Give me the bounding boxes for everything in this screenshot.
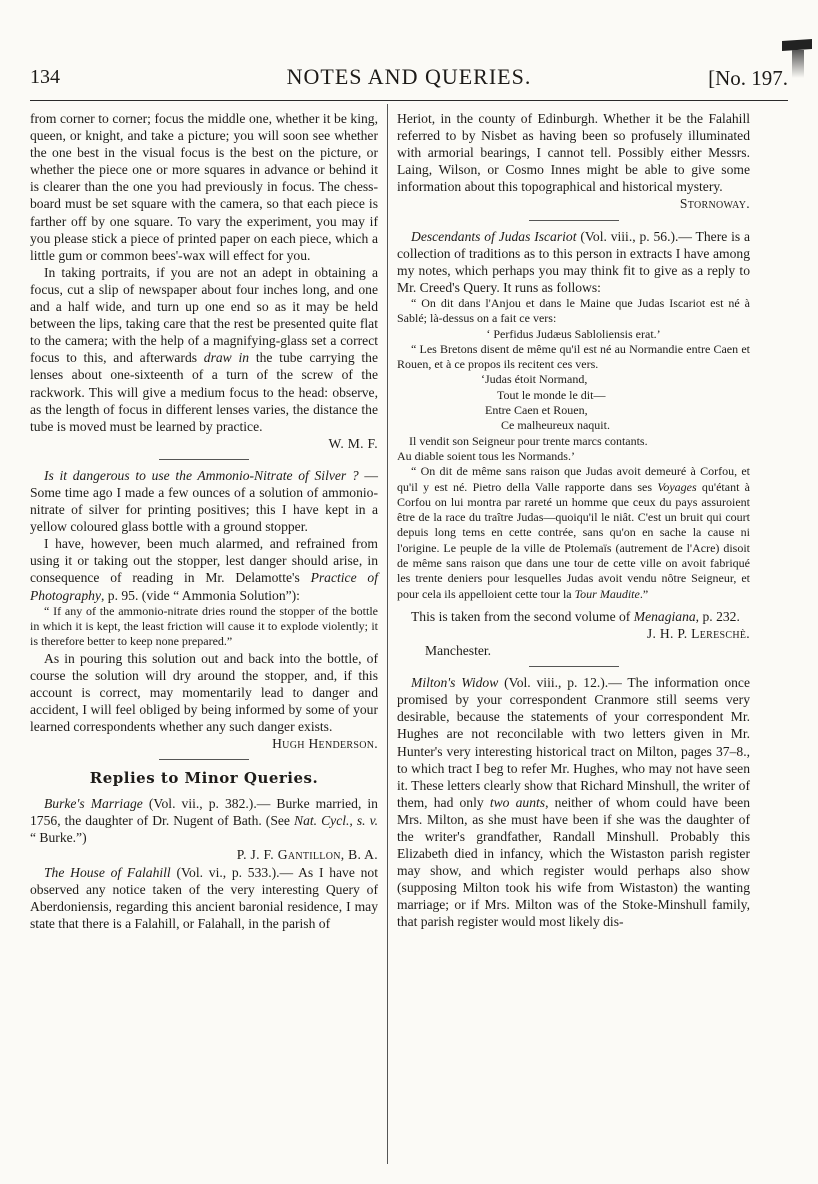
place-line: Manchester. bbox=[425, 643, 492, 659]
signature: P. J. F. Gantillon, B. A. bbox=[236, 847, 378, 863]
corner-ink-smudge bbox=[792, 50, 804, 78]
reply-paragraph: Milton's Widow (Vol. viii., p. 12.).— The information once promised by your correspondent Cranmore still seems very desirable, because the statements of your correspondent Mr. Hughes are not reconcilable with two letters given in Mr. Hunter's very interesting historical tract on Milton, pages 37–8., to which tract I beg to refer Mr. Hughes, who may not have seen it. These letters clearly show that Richard Minshull, the writer of them, had only two aunts, neither of whom could have been Mrs. Milton, as she must have been if she was the daughter of the writer's grandfather, Randall Minshull. Probably this Elizabeth died in infancy, which the Wistaston parish register may show, and which register would perhaps also show (supposing Milton took his wife from Wistaston) the wanting marriage; or if Mrs. Milton was of the Stoke-Minshull family, that parish register would most likely dis- bbox=[397, 675, 751, 930]
reply-paragraph: Descendants of Judas Iscariot (Vol. viii., p. 56.).— There is a collection of traditions as to this person in extracts I have among my notes, which perhaps you may think fit to give as a reply to Mr. Creed's Query. It runs as follows: bbox=[397, 228, 750, 295]
divider bbox=[529, 220, 619, 221]
signature: Stornoway. bbox=[679, 196, 750, 212]
reply-title: The House of Falahill bbox=[44, 864, 171, 880]
right-column bbox=[397, 110, 750, 931]
paragraph: from corner to corner; focus the middle one, whether it be king, queen, or knight, and take a picture; you will soon see whether the one best in the visual focus is the best on the picture, or whether the piece one or more squares in advance or behind it is clearer than the one you had previously in focus. The chess-board must be set square with the camera, so that each piece is farther off by one square. To vary the experiment, you may if you please stick a piece of printed paper on each piece, which a little gum or common bees'-wax will effect for you. bbox=[30, 111, 378, 263]
journal-title: NOTES AND QUERIES. bbox=[286, 64, 532, 89]
running-header bbox=[30, 62, 788, 92]
section-heading: Replies to Minor Queries. bbox=[89, 769, 319, 788]
query-title: Is it dangerous to use the Ammonio-Nitrate of Silver ? bbox=[44, 467, 359, 483]
poem: ‘Judas étoit Normand, Tout le monde le dit— Entre Caen et Rouen, Ce malheureux naquit. Il vendit son Seigneur pour trente marcs contants. Au diable soient tous les Normands.’ bbox=[397, 372, 648, 463]
query-paragraph: Is it dangerous to use the Ammonio-Nitrate of Silver ? — Some time ago I made a few ounces of a solution of ammonio-nitrate of silver for printing positives; this I have kept in a yellow coloured glass bottle with a ground stopper. bbox=[30, 467, 378, 535]
paragraph: As in pouring this solution out and back into the bottle, of course the solution will dry around the stopper, and, if this account is correct, may momentarily lead to danger and accident, I will feel obliged by being informed by some of your learned correspondents whether any such danger exists. bbox=[30, 650, 378, 734]
signature: Hugh Henderson. bbox=[272, 735, 378, 751]
left-column bbox=[30, 110, 378, 932]
paragraph: I have, however, been much alarmed, and refrained from using it or taking out the stopper, lest danger should arise, in consequence of reading in Mr. Delamotte's Practice of Photography, p. 95. (vide “ Ammonia Solution”): bbox=[30, 536, 378, 603]
column-divider bbox=[387, 104, 388, 1164]
reply-title: Burke's Marriage bbox=[44, 796, 143, 812]
signature: W. M. F. bbox=[328, 435, 378, 451]
header-rule bbox=[30, 100, 788, 101]
divider bbox=[159, 459, 249, 460]
paragraph: In taking portraits, if you are not an adept in obtaining a focus, cut a slip of newspaper about four inches long, and one and a half wide, and turn up one end so as it may be held between the lips, taking care that the rest be presented quite flat to the camera; with the help of a magnifying-glass set a correct focus to this, and afterwards draw in the tube carrying the lenses about one-sixteenth of a turn of the screw of the rackwork. This will give a medium focus to the head: observe, as the length of focus in different lenses varies, the distance the tube is moved must be learned by practice. bbox=[30, 264, 378, 434]
paragraph: This is taken from the second volume of Menagiana, p. 232. bbox=[411, 608, 740, 624]
divider bbox=[529, 666, 619, 667]
reply-title: Milton's Widow bbox=[411, 675, 499, 691]
reply-paragraph: The House of Falahill (Vol. vi., p. 533.).— As I have not observed any notice taken of the very interesting Query of Aberdoniensis, regarding this ancient baronial residence, I may state that there is a Falahill, or Falahall, in the parish of bbox=[30, 864, 378, 931]
page-number: 134 bbox=[30, 66, 60, 88]
divider bbox=[159, 759, 249, 760]
issue-number: [No. 197. bbox=[708, 66, 788, 90]
reply-title: Descendants of Judas Iscariot bbox=[411, 228, 577, 244]
paragraph: Heriot, in the county of Edinburgh. Whether it be the Falahill referred to by Nisbet as having been so profusely illuminated with armorial bearings, I cannot tell. Possibly either Messrs. Laing, Wilson, or Cosmo Innes might be able to give some information about this topographical and historical mystery. bbox=[397, 111, 750, 195]
signature: J. H. P. Lereschè. bbox=[646, 625, 750, 641]
french-quotation: “ On dit dans l'Anjou et dans le Maine que Judas Iscariot est né à Sablé; là-dessus on a fait ce vers: ‘ Perfidus Judæus Sabloliensis erat.’ “ Les Bretons disent de même qu'il est né au Normandie entre Caen et Rouen, et à ce propos ils recitent ces vers. ‘Judas étoit Normand, Tout le monde le dit— Entre Caen et Rouen, Ce malheureux naquit. Il vendit son Seigneur pour trente marcs contants. Au diable soient tous les Normands.’ “ On dit de même sans raison que Judas avoit demeuré à Corfou, et qu'il y est né. Pietro della Valle rapporte dans ses Voyages qu'étant à Corfou on lui montra par rareté un homme que ceux du pays assuroient être de la race du traître Judas—quoiqu'il le niât. C'est un bruit qui court depuis long tems en cette contrée, sans qu'on en sache la cause ni l'origine. Le peuple de la ville de Ptolemaïs (autrement de l'Acre) disoit de même sans raison que dans une tour de cette ville on avoit fabriqué les trente deniers pour lesquelles Judas avoit vendu nôtre Seigneur, et pour cela ils appelloient cette tour la Tour Maudite.” bbox=[397, 295, 751, 601]
block-quote: “ If any of the ammonio-nitrate dries round the stopper of the bottle in which it is kept, the least friction will cause it to explode violently; it is therefore better to keep none prepared.” bbox=[30, 603, 378, 649]
reply-paragraph: Burke's Marriage (Vol. vii., p. 382.).— Burke married, in 1756, the daughter of Dr. Nugent of Bath. (See Nat. Cycl., s. v. “ Burke.”) bbox=[30, 796, 378, 846]
